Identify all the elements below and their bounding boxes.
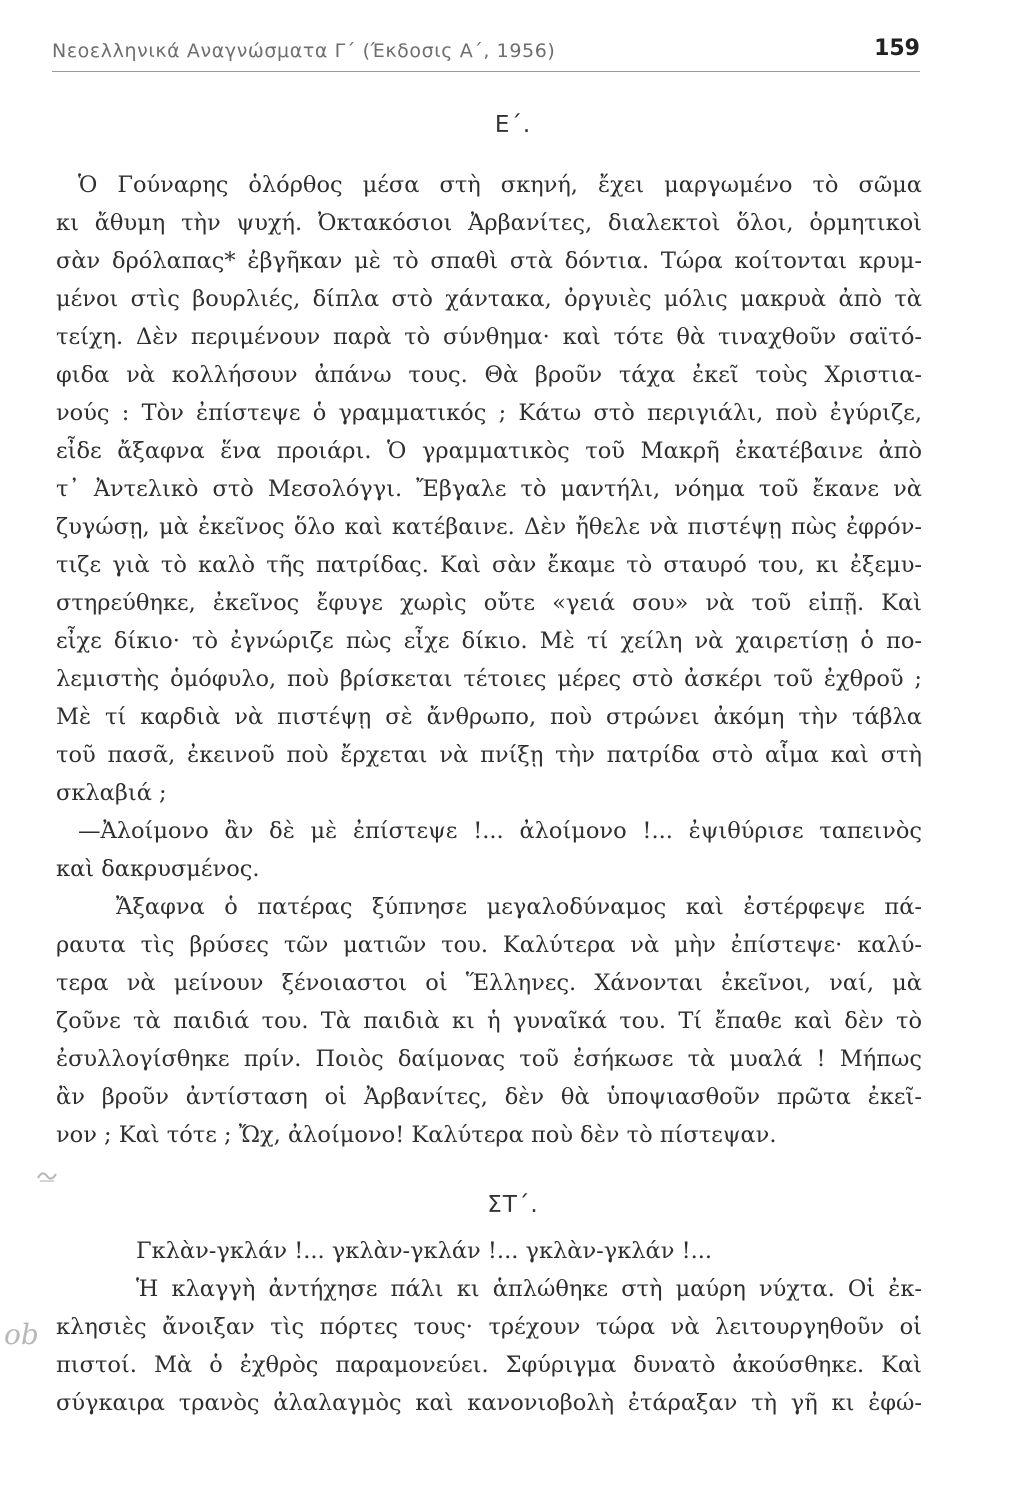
text-line: μένοι στὶς βουρλιές, δίπλα στὸ χάντακα, ὀργυιὲς μόλις μακρυὰ ἀπὸ τὰ bbox=[56, 286, 922, 312]
running-title: Νεοελληνικά Αναγνώσματα Γ΄ (Έκδοσις Α΄, 1956) bbox=[52, 40, 556, 62]
text-line: φιδα νὰ κολλήσουν ἀπάνω τους. Θὰ βροῦν τάχα ἐκεῖ τοὺς Χριστια- bbox=[56, 362, 922, 388]
text-line: κι ἄθυμη τὴν ψυχή. Ὀκτακόσιοι Ἀρβανίτες, διαλεκτοὶ ὅλοι, ὁρμητικοὶ bbox=[56, 210, 922, 236]
text-line: τιζε γιὰ τὸ καλὸ τῆς πατρίδας. Καὶ σὰν ἔκαμε τὸ σταυρό του, κι ἐξεμυ- bbox=[56, 552, 922, 578]
text-line: κλησιὲς ἄνοιξαν τὶς πόρτες τους· τρέχουν τώρα νὰ λειτουργηθοῦν οἱ bbox=[56, 1314, 922, 1340]
text-line: τείχη. Δὲν περιμένουν παρὰ τὸ σύνθημα· καὶ τότε θὰ τιναχθοῦν σαϊτό- bbox=[56, 324, 922, 350]
handwritten-margin-note: ob bbox=[4, 1318, 39, 1351]
text-line: ἂν βροῦν ἀντίσταση οἱ Ἀρβανίτες, δὲν θὰ ὑποψιασθοῦν πρῶτα ἐκεῖ- bbox=[56, 1084, 922, 1110]
page-number: 159 bbox=[874, 36, 920, 61]
text-line: ζοῦνε τὰ παιδιά του. Τὰ παιδιὰ κι ἡ γυναῖκά του. Τί ἔπαθε καὶ δὲν τὸ bbox=[56, 1008, 922, 1034]
header-rule bbox=[52, 71, 920, 72]
text-line: Ὁ Γούναρης ὁλόρθος μέσα στὴ σκηνή, ἔχει μαργωμένο τὸ σῶμα bbox=[78, 172, 922, 198]
text-line: λεμιστὴς ὁμόφυλο, ποὺ βρίσκεται τέτοιες μέρες στὸ ἀσκέρι τοῦ ἐχθροῦ ; bbox=[56, 666, 922, 692]
text-line: σὰν δρόλαπας* ἐβγῆκαν μὲ τὸ σπαθὶ στὰ δόντια. Τώρα κοίτονται κρυμ- bbox=[56, 248, 922, 274]
text-line: καὶ δακρυσμένος. bbox=[56, 856, 260, 882]
text-line: ζυγώσῃ, μὰ ἐκεῖνος ὅλο καὶ κατέβαινε. Δὲν ἤθελε νὰ πιστέψῃ πὼς ἐφρόν- bbox=[56, 514, 922, 540]
text-line: εἶχε δίκιο· τὸ ἐγνώριζε πὼς εἶχε δίκιο. Μὲ τί χείλη νὰ χαιρετίσῃ ὁ πο- bbox=[56, 628, 922, 654]
text-line: νούς : Τὸν ἐπίστεψε ὁ γραμματικός ; Κάτω στὸ περιγιάλι, ποὺ ἐγύριζε, bbox=[56, 400, 922, 426]
text-line: πιστοί. Μὰ ὁ ἐχθρὸς παραμονεύει. Σφύριγμα δυνατὸ ἀκούσθηκε. Καὶ bbox=[56, 1352, 922, 1378]
text-line: νον ; Καὶ τότε ; Ὤχ, ἀλοίμονο! Καλύτερα ποὺ δὲν τὸ πίστεψαν. bbox=[56, 1122, 777, 1148]
text-line: σκλαβιά ; bbox=[56, 780, 167, 806]
ink-smudge-icon bbox=[36, 1168, 58, 1184]
text-line: ἐσυλλογίσθηκε πρίν. Ποιὸς δαίμονας τοῦ ἐσήκωσε τὰ μυαλά ! Μήπως bbox=[56, 1046, 922, 1072]
text-line: τερα νὰ μείνουν ξένοιαστοι οἱ Ἕλληνες. Χάνονται ἐκεῖνοι, ναί, μὰ bbox=[56, 970, 922, 996]
text-line: —Ἀλοίμονο ἂν δὲ μὲ ἐπίστεψε !... ἀλοίμονο !... ἐψιθύρισε ταπεινὸς bbox=[78, 818, 922, 844]
text-line: ραυτα τὶς βρύσες τῶν ματιῶν του. Καλύτερα νὰ μὴν ἐπίστεψε· καλύ- bbox=[56, 932, 922, 958]
text-line: σύγκαιρα τρανὸς ἀλαλαγμὸς καὶ κανονιοβολὴ ἐτάραξαν τὴ γῆ κι ἐφώ- bbox=[56, 1390, 922, 1416]
text-line: Ἡ κλαγγὴ ἀντήχησε πάλι κι ἁπλώθηκε στὴ μαύρη νύχτα. Οἱ ἐκ- bbox=[136, 1276, 922, 1302]
text-line: τ᾿ Ἀντελικὸ στὸ Μεσολόγγι. Ἔβγαλε τὸ μαντήλι, νόημα τοῦ ἔκανε νὰ bbox=[56, 476, 922, 502]
section-heading-st: ΣΤ΄. bbox=[487, 1192, 539, 1218]
text-line: τοῦ πασᾶ, ἐκεινοῦ ποὺ ἔρχεται νὰ πνίξῃ τὴν πατρίδα στὸ αἷμα καὶ στὴ bbox=[56, 742, 922, 768]
text-line: Ἄξαφνα ὁ πατέρας ξύπνησε μεγαλοδύναμος καὶ ἐστέρφεψε πά- bbox=[116, 894, 922, 920]
section-heading-e: Ε΄. bbox=[494, 112, 532, 138]
text-line: Γκλὰν-γκλάν !... γκλὰν-γκλάν !... γκλὰν-γκλάν !... bbox=[136, 1238, 713, 1264]
text-line: στηρεύθηκε, ἐκεῖνος ἔφυγε χωρὶς οὔτε «γειά σου» νὰ τοῦ εἰπῇ. Καὶ bbox=[56, 590, 922, 616]
text-line: Μὲ τί καρδιὰ νὰ πιστέψῃ σὲ ἄνθρωπο, ποὺ στρώνει ἀκόμη τὴν τάβλα bbox=[56, 704, 922, 730]
text-line: εἶδε ἄξαφνα ἕνα προιάρι. Ὁ γραμματικὸς τοῦ Μακρῆ ἐκατέβαινε ἀπὸ bbox=[56, 438, 922, 464]
